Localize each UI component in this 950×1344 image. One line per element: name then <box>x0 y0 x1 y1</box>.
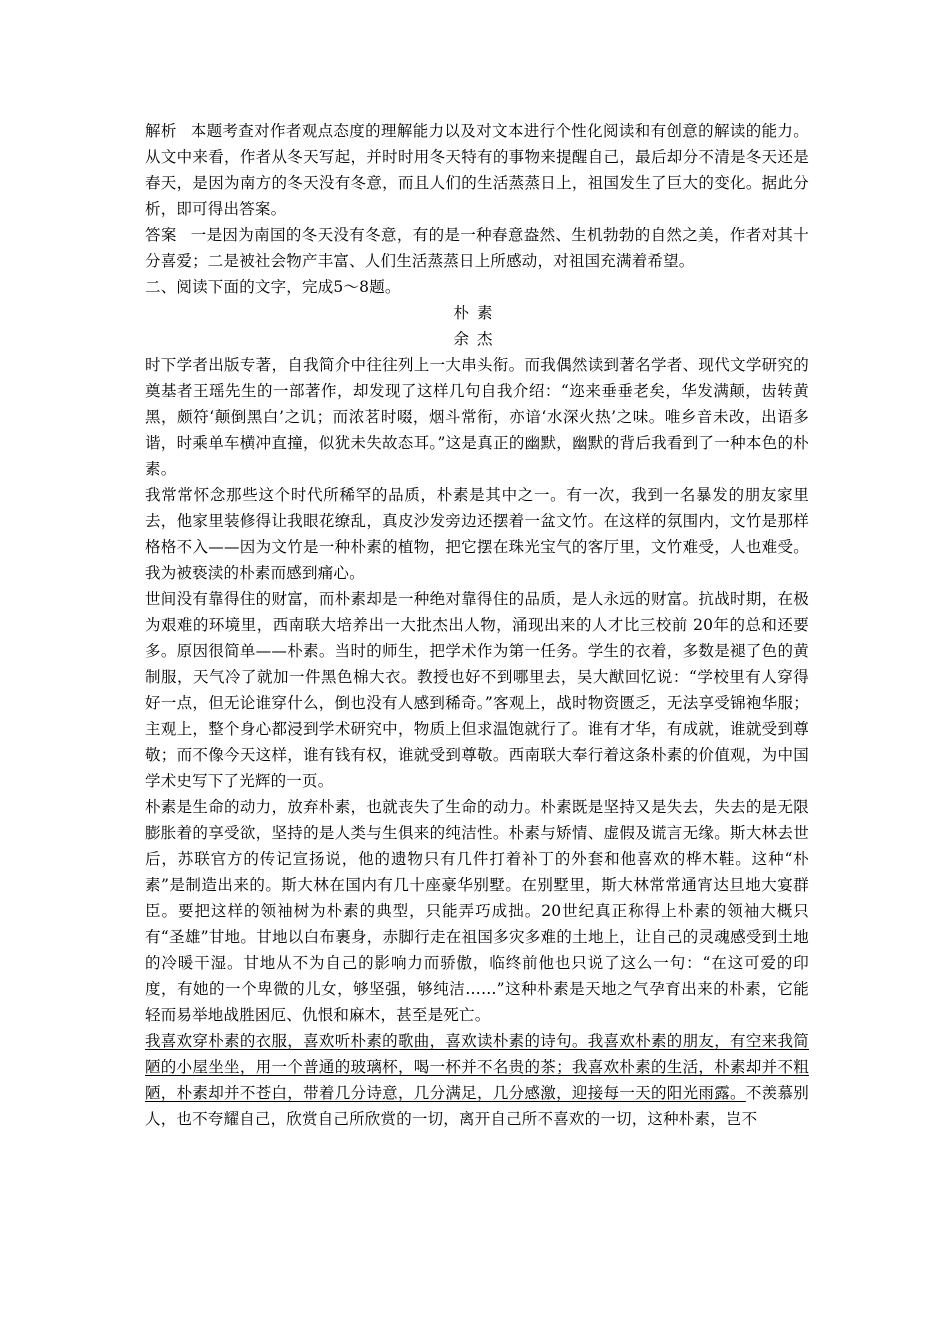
article-last-paragraph-rest: 不羡慕别人，也不夸耀自己，欣赏自己所欣赏的一切，离开自己所不喜欢的一切，这种朴素，岂不 <box>145 1084 809 1128</box>
article-paragraph: 世间没有靠得住的财富，而朴素却是一种绝对靠得住的品质，是人永远的财富。抗战时期，在极为艰难的环境里，西南联大培养出一大批杰出人物，涌现出来的人才比三校前 20年的总和还要多。原因很简单——朴素。当时的师生，把学术作为第一任务。学生的衣着，多数是褪了色的黄制服，天气冷了就加一件黑色棉大衣。教授也好不到哪里去，吴大猷回忆说：“学校里有人穿得好一点，但无论谁穿什么，倒也没有人感到稀奇。”客观上，战时物资匮乏，无法享受锦袍华服；主观上，整个身心都浸到学术研究中，物质上但求温饱就行了。谁有才华，有成就，谁就受到尊敬；而不像今天这样，谁有钱有权，谁就受到尊敬。西南联大奉行着这条朴素的价值观，为中国学术史写下了光辉的一页。 <box>145 590 809 790</box>
article-paragraph: 朴素是生命的动力，放弃朴素，也就丧失了生命的动力。朴素既是坚持又是失去，失去的是无限膨胀着的享受欲，坚持的是人类与生俱来的纯洁性。朴素与矫情、虚假及谎言无缘。斯大林去世后，苏联官方的传记宣扬说，他的遗物只有几件打着补丁的外套和他喜欢的桦木鞋。这种“朴素”是制造出来的。斯大林在国内有几十座豪华别墅。在别墅里，斯大林常常通宵达旦地大宴群臣。要把这样的领袖树为朴素的典型，只能弄巧成拙。20世纪真正称得上朴素的领袖大概只有“圣雄”甘地。甘地以白布裹身，赤脚行走在祖国多灾多难的土地上，让自己的灵魂感受到土地的冷暖干湿。甘地从不为自己的影响力而骄傲，临终前他也只说了这么一句：“在这可爱的印度，有她的一个卑微的儿女，够坚强，够纯洁……”这种朴素是天地之气孕育出来的朴素，它能轻而易举地战胜困厄、仇恨和麻木，甚至是死亡。 <box>145 798 809 1024</box>
answer-paragraph <box>145 222 809 274</box>
underlined-passage: 我喜欢穿朴素的衣服，喜欢听朴素的歌曲，喜欢读朴素的诗句。我喜欢朴素的朋友，有空来我简陋的小屋坐坐，用一个普通的玻璃杯，喝一杯并不名贵的茶；我喜欢朴素的生活，朴素却并不粗陋，朴素却并不苍白，带着几分诗意，几分满足，几分感激，迎接每一天的阳光雨露。 <box>145 1032 809 1102</box>
answer-label: 答案 <box>145 226 177 244</box>
article-title: 朴素 <box>453 304 501 322</box>
analysis-text: 本题考查对作者观点态度的理解能力以及对文本进行个性化阅读和有创意的解读的能力。从文中来看，作者从冬天写起，并时时用冬天特有的事物来提醒自己，最后却分不清是冬天还是春天，是因为南方的冬天没有冬意，而且人们的生活蒸蒸日上，祖国发生了巨大的变化。据此分析，即可得出答案。 <box>145 122 809 218</box>
analysis-label: 解析 <box>145 122 177 140</box>
document-page <box>145 118 809 1132</box>
section-heading: 二、阅读下面的文字，完成5～8题。 <box>145 278 401 296</box>
answer-text: 一是因为南国的冬天没有冬意，有的是一种春意盎然、生机勃勃的自然之美，作者对其十分喜爱；二是被社会物产丰富、人们生活蒸蒸日上所感动，对祖国充满着希望。 <box>145 226 809 270</box>
article-paragraph: 我常常怀念那些这个时代所稀罕的品质，朴素是其中之一。有一次，我到一名暴发的朋友家里去，他家里装修得让我眼花缭乱，真皮沙发旁边还摆着一盆文竹。在这样的氛围内，文竹是那样格格不入——因为文竹是一种朴素的植物，把它摆在珠光宝气的客厅里，文竹难受，人也难受。我为被亵渎的朴素而感到痛心。 <box>145 486 809 582</box>
article-last-paragraph <box>145 1028 809 1132</box>
analysis-paragraph <box>145 118 809 222</box>
article-author: 余杰 <box>453 330 501 348</box>
article-paragraph: 时下学者出版专著，自我简介中往往列上一大串头衔。而我偶然读到著名学者、现代文学研究的奠基者王瑶先生的一部著作，却发现了这样几句自我介绍：“迩来垂垂老矣，华发满颠，齿转黄黑，颇符‘颠倒黑白’之讥；而浓茗时啜，烟斗常衔，亦谙‘水深火热’之味。唯乡音未改，出语多谐，时乘单车横冲直撞，似犹未失故态耳。”这是真正的幽默，幽默的背后我看到了一种本色的朴素。 <box>145 356 809 478</box>
